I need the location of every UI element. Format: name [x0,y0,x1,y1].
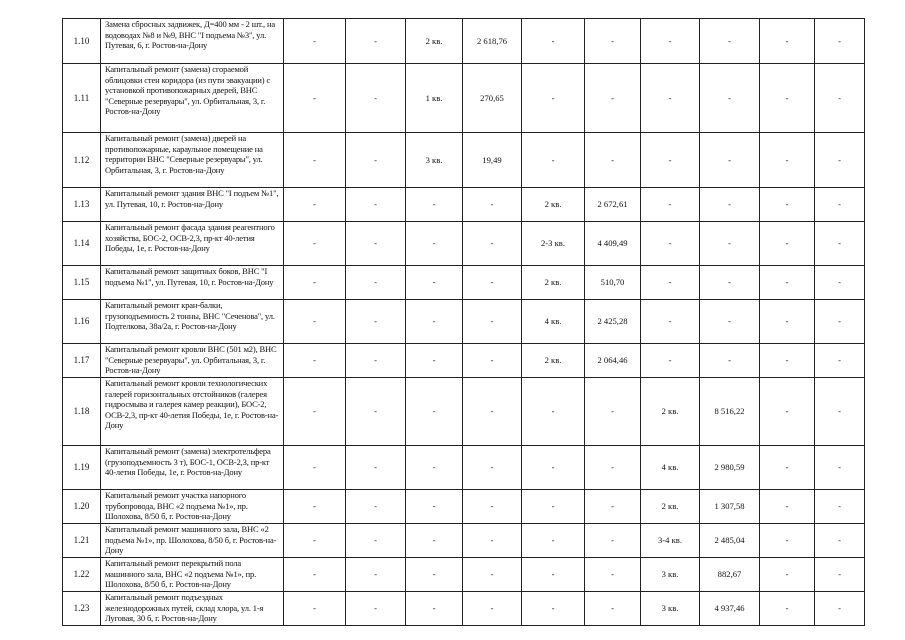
work-description-cell: Капитальный ремонт перекрытий пола машинного зала, ВНС «2 подъема №1», пр. Шолохова, 8/50 б, г. Ростов-на-Дону [101,558,284,592]
value-cell-c9: - [760,133,815,188]
table-row [63,300,865,344]
value-cell-c8: 2 485,04 [700,524,760,558]
value-cell-c2: - [346,378,406,446]
value-cell-c8: 882,67 [700,558,760,592]
work-description-cell: Капитальный ремонт фасада здания реагентного хозяйства, БОС-2, ОСВ-2,3, пр-кт 40-летия Победы, 1е, г. Ростов-на-Дону [101,222,284,266]
value-cell-c3: 3 кв. [406,133,463,188]
value-cell-c7: 2 кв. [641,378,700,446]
row-number-cell: 1.10 [63,19,101,64]
work-description-cell: Замена сбросных задвижек, Д=400 мм - 2 шт., на водоводах №8 и №9, ВНС "I подъема №3", ул. Путевая, 6, г. Ростов-на-Дону [101,19,284,64]
value-cell-c10: - [815,378,865,446]
value-cell-c3: - [406,524,463,558]
value-cell-c1: - [284,524,346,558]
work-description-cell: Капитальный ремонт кран-балки, грузоподъемность 2 тонны, ВНС "Сеченова", ул. Подтелкова, 38а/2а, г. Ростов-на-Дону [101,300,284,344]
value-cell-c8: 2 980,59 [700,446,760,490]
value-cell-c4: - [463,490,522,524]
value-cell-c6: 510,70 [585,266,641,300]
row-number-cell: 1.15 [63,266,101,300]
value-cell-c7: 4 кв. [641,446,700,490]
value-cell-c5: - [522,524,585,558]
work-description-cell: Капитальный ремонт кровли ВНС (501 м2), ВНС "Северные резервуары", ул. Орбитальная, 3, г. Ростов-на-Дону [101,344,284,378]
repair-plan-table [62,18,865,626]
value-cell-c4: 2 618,76 [463,19,522,64]
table-row [63,446,865,490]
row-number-cell: 1.18 [63,378,101,446]
value-cell-c2: - [346,490,406,524]
value-cell-c5: 4 кв. [522,300,585,344]
value-cell-c8: - [700,300,760,344]
work-description-cell: Капитальный ремонт участка напорного трубопровода, ВНС «2 подъема №1», пр. Шолохова, 8/50 б, г. Ростов-на-Дону [101,490,284,524]
value-cell-c10: - [815,222,865,266]
value-cell-c10: - [815,490,865,524]
value-cell-c9: - [760,490,815,524]
value-cell-c6: 2 425,28 [585,300,641,344]
value-cell-c6: - [585,64,641,133]
value-cell-c1: - [284,344,346,378]
value-cell-c5: - [522,446,585,490]
value-cell-c2: - [346,524,406,558]
value-cell-c3: - [406,344,463,378]
value-cell-c10: - [815,524,865,558]
value-cell-c5: - [522,64,585,133]
value-cell-c1: - [284,133,346,188]
value-cell-c4: - [463,446,522,490]
value-cell-c6: - [585,558,641,592]
value-cell-c4: - [463,558,522,592]
value-cell-c5: - [522,378,585,446]
value-cell-c6: 4 409,49 [585,222,641,266]
work-description-cell: Капитальный ремонт (замена) электротельфера (грузоподъемность 3 т), БОС-1, ОСВ-2,3, пр-кт 40-летия Победы, 1е, г. Ростов-на-Дону [101,446,284,490]
value-cell-c4: - [463,188,522,222]
value-cell-c9: - [760,222,815,266]
value-cell-c2: - [346,446,406,490]
value-cell-c2: - [346,19,406,64]
value-cell-c8: - [700,266,760,300]
value-cell-c1: - [284,378,346,446]
row-number-cell: 1.13 [63,188,101,222]
work-description-cell: Капитальный ремонт подъездных железнодорожных путей, склад хлора, ул. 1-я Луговая, 30 б, г. Ростов-на-Дону [101,592,284,626]
value-cell-c4: - [463,266,522,300]
value-cell-c10: - [815,300,865,344]
value-cell-c2: - [346,188,406,222]
value-cell-c2: - [346,300,406,344]
work-description-cell: Капитальный ремонт кровли технологических галерей горизонтальных отстойников (галерея гидросмыва и галерея камер реакции), БОС-2, ОСВ-2,3, пр-кт 40-летия Победы, 1е, г. Ростов-на-Дону [101,378,284,446]
row-number-cell: 1.11 [63,64,101,133]
table-row [63,64,865,133]
table-row [63,592,865,626]
value-cell-c7: - [641,222,700,266]
value-cell-c4: - [463,300,522,344]
row-number-cell: 1.12 [63,133,101,188]
value-cell-c4: - [463,378,522,446]
value-cell-c5: - [522,490,585,524]
value-cell-c4: 19,49 [463,133,522,188]
work-description-cell: Капитальный ремонт здания ВНС "I подъем №1", ул. Путевая, 10, г. Ростов-на-Дону [101,188,284,222]
table-row [63,188,865,222]
value-cell-c7: - [641,344,700,378]
value-cell-c1: - [284,19,346,64]
value-cell-c7: - [641,19,700,64]
value-cell-c3: - [406,222,463,266]
value-cell-c7: 3 кв. [641,558,700,592]
value-cell-c7: - [641,188,700,222]
value-cell-c8: 1 307,58 [700,490,760,524]
value-cell-c3: 1 кв. [406,64,463,133]
row-number-cell: 1.16 [63,300,101,344]
row-number-cell: 1.20 [63,490,101,524]
row-number-cell: 1.17 [63,344,101,378]
value-cell-c5: 2 кв. [522,188,585,222]
value-cell-c6: - [585,592,641,626]
value-cell-c7: 2 кв. [641,490,700,524]
value-cell-c9: - [760,592,815,626]
value-cell-c9: - [760,300,815,344]
value-cell-c4: - [463,524,522,558]
value-cell-c6: 2 672,61 [585,188,641,222]
value-cell-c9: - [760,378,815,446]
table-row [63,490,865,524]
value-cell-c8: - [700,188,760,222]
value-cell-c6: - [585,378,641,446]
value-cell-c8: - [700,344,760,378]
value-cell-c8: 8 516,22 [700,378,760,446]
value-cell-c7: 3 кв. [641,592,700,626]
value-cell-c2: - [346,266,406,300]
value-cell-c1: - [284,558,346,592]
value-cell-c6: - [585,446,641,490]
table-body [63,19,865,626]
value-cell-c3: - [406,490,463,524]
table-row [63,378,865,446]
value-cell-c10: - [815,64,865,133]
work-description-cell: Капитальный ремонт (замена) дверей на противопожарные, караульное помещение на территории ВНС "Северные резервуары", ул. Орбитальная, 3, г. Ростов-на-Дону [101,133,284,188]
value-cell-c5: 2 кв. [522,266,585,300]
value-cell-c2: - [346,64,406,133]
value-cell-c3: - [406,592,463,626]
value-cell-c1: - [284,592,346,626]
value-cell-c10: - [815,133,865,188]
value-cell-c5: - [522,592,585,626]
row-number-cell: 1.14 [63,222,101,266]
value-cell-c7: - [641,266,700,300]
value-cell-c6: - [585,19,641,64]
table-row [63,524,865,558]
value-cell-c8: - [700,19,760,64]
value-cell-c9: - [760,344,815,378]
value-cell-c2: - [346,344,406,378]
value-cell-c6: 2 064,46 [585,344,641,378]
value-cell-c9: - [760,188,815,222]
value-cell-c10: - [815,344,865,378]
value-cell-c4: - [463,344,522,378]
value-cell-c3: - [406,558,463,592]
table-row [63,133,865,188]
value-cell-c8: - [700,222,760,266]
value-cell-c3: - [406,300,463,344]
row-number-cell: 1.19 [63,446,101,490]
value-cell-c3: - [406,378,463,446]
table-row [63,266,865,300]
table-row [63,344,865,378]
value-cell-c1: - [284,222,346,266]
value-cell-c1: - [284,64,346,133]
value-cell-c10: - [815,19,865,64]
value-cell-c3: 2 кв. [406,19,463,64]
work-description-cell: Капитальный ремонт (замена) сгораемой облицовки стен коридора (из пути эвакуации) с установкой противопожарных дверей, ВНС "Северные резервуары", ул. Орбитальная, 3, г. Ростов-на-Дону [101,64,284,133]
value-cell-c9: - [760,19,815,64]
row-number-cell: 1.21 [63,524,101,558]
value-cell-c6: - [585,524,641,558]
row-number-cell: 1.23 [63,592,101,626]
value-cell-c1: - [284,188,346,222]
value-cell-c5: 2 кв. [522,344,585,378]
value-cell-c3: - [406,188,463,222]
value-cell-c9: - [760,558,815,592]
value-cell-c1: - [284,266,346,300]
value-cell-c2: - [346,592,406,626]
value-cell-c7: - [641,133,700,188]
value-cell-c8: - [700,133,760,188]
value-cell-c3: - [406,446,463,490]
value-cell-c9: - [760,446,815,490]
value-cell-c9: - [760,266,815,300]
value-cell-c9: - [760,524,815,558]
value-cell-c8: 4 937,46 [700,592,760,626]
value-cell-c6: - [585,133,641,188]
value-cell-c4: - [463,222,522,266]
value-cell-c10: - [815,446,865,490]
value-cell-c7: 3-4 кв. [641,524,700,558]
work-description-cell: Капитальный ремонт защитных боков, ВНС "I подъема №1", ул. Путевая, 10, г. Ростов-на-Дону [101,266,284,300]
row-number-cell: 1.22 [63,558,101,592]
table-row [63,222,865,266]
table-row [63,558,865,592]
value-cell-c4: 270,65 [463,64,522,133]
value-cell-c6: - [585,490,641,524]
value-cell-c2: - [346,133,406,188]
value-cell-c10: - [815,558,865,592]
value-cell-c2: - [346,222,406,266]
value-cell-c7: - [641,300,700,344]
value-cell-c1: - [284,446,346,490]
value-cell-c5: - [522,558,585,592]
work-description-cell: Капитальный ремонт машинного зала, ВНС «2 подъема №1», пр. Шолохова, 8/50 б, г. Ростов-на-Дону [101,524,284,558]
value-cell-c9: - [760,64,815,133]
value-cell-c7: - [641,64,700,133]
value-cell-c1: - [284,490,346,524]
table-row [63,19,865,64]
value-cell-c5: - [522,133,585,188]
value-cell-c10: - [815,266,865,300]
value-cell-c10: - [815,592,865,626]
value-cell-c4: - [463,592,522,626]
value-cell-c10: - [815,188,865,222]
value-cell-c8: - [700,64,760,133]
value-cell-c5: 2-3 кв. [522,222,585,266]
value-cell-c1: - [284,300,346,344]
value-cell-c2: - [346,558,406,592]
value-cell-c3: - [406,266,463,300]
value-cell-c5: - [522,19,585,64]
